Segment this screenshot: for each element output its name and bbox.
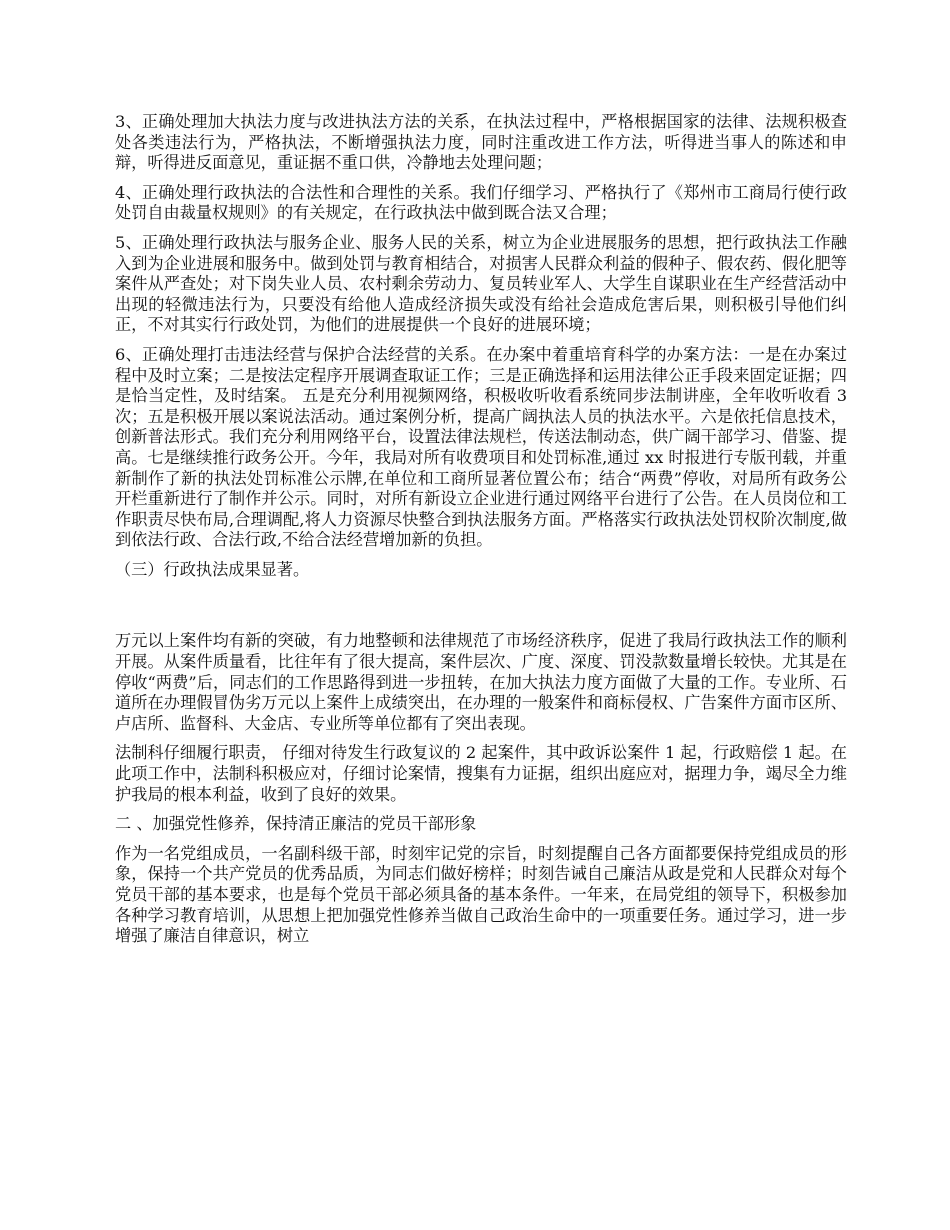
blank-gap [115, 589, 847, 631]
paragraph-item-5: 5、正确处理行政执法与服务企业、服务人民的关系，树立为企业进展服务的思想，把行政执法工作融入到为企业进展和服务中。做到处罚与教育相结合，对损害人民群众利益的假种子、假农药、假化肥等案件从严查处；对下岗失业人员、农村剩余劳动力、复员转业军人、大学生自谋职业在生产经营活动中出现的轻微违法行为，只要没有给他人造成经济损失或没有给社会造成危害后果，则积极引导他们纠正，不对其实行行政处罚，为他们的进展提供一个良好的进展环境； [115, 232, 847, 335]
document-body [115, 112, 847, 956]
paragraph-item-6: 6、正确处理打击违法经营与保护合法经营的关系。在办案中着重培育科学的办案方法：一是在办案过程中及时立案；二是按法定程序开展调查取证工作；三是正确选择和运用法律公正手段来固定证据；四是恰当定性，及时结案。 五是充分利用视频网络，积极收听收看系统同步法制讲座，全年收听收看 3 次；五是积极开展以案说法活动。通过案例分析，提高广阔执法人员的执法水平。六是依托信息技术，创新普法形式。我们充分利用网络平台，设置法律法规栏，传送法制动态，供广阔干部学习、借鉴、提高。七是继续推行政务公开。今年，我局对所有收费项目和处罚标准,通过 xx 时报进行专版刊载，并重新制作了新的执法处罚标准公示牌,在单位和工商所显著位置公布；结合“两费”停收，对局所有政务公开栏重新进行了制作并公示。同时，对所有新设立企业进行通过网络平台进行了公告。在人员岗位和工作职责尽快布局,合理调配,将人力资源尽快整合到执法服务方面。严格落实行政执法处罚权阶次制度,做到依法行政、合法行政,不给合法经营增加新的负担。 [115, 344, 847, 550]
paragraph-legal-section: 法制科仔细履行职责， 仔细对待发生行政复议的 2 起案件，其中政诉讼案件 1 起，行政赔偿 1 起。在此项工作中，法制科积极应对，仔细讨论案情，搜集有力证据，组织出庭应对，据理力争，竭尽全力维护我局的根本利益，收到了良好的效果。 [115, 743, 847, 804]
section-heading-party: 二 、加强党性修养，保持清正廉洁的党员干部形象 [115, 814, 477, 834]
paragraph-item-3: 3、正确处理加大执法力度与改进执法方法的关系，在执法过程中，严格根据国家的法律、法规积极查处各类违法行为，严格执法，不断增强执法力度，同时注重改进工作方法，听得进当事人的陈述和申辩，听得进反面意见，重证据不重口供，冷静地去处理问题； [115, 112, 847, 173]
paragraph-case-results: 万元以上案件均有新的突破，有力地整顿和法律规范了市场经济秩序，促进了我局行政执法工作的顺利开展。从案件质量看，比往年有了很大提高，案件层次、广度、深度、罚没款数量增长较快。尤其是在停收“两费”后，同志们的工作思路得到进一步扭转，在加大执法力度方面做了大量的工作。专业所、石道所在办理假冒伪劣万元以上案件上成绩突出，在办理的一般案件和商标侵权、广告案件方面市区所、卢店所、监督科、大金店、专业所等单位都有了突出表现。 [115, 631, 847, 733]
paragraph-party-member: 作为一名党组成员，一名副科级干部，时刻牢记党的宗旨，时刻提醒自己各方面都要保持党组成员的形象，保持一个共产党员的优秀品质，为同志们做好榜样；时刻告诫自己廉洁从政是党和人民群众对每个党员干部的基本要求，也是每个党员干部必须具备的基本条件。一年来，在局党组的领导下，积极参加各种学习教育培训，从思想上把加强党性修养当做自己政治生命中的一项重要任务。通过学习，进一步增强了廉洁自律意识，树立 [115, 843, 847, 946]
paragraph-item-4: 4、正确处理行政执法的合法性和合理性的关系。我们仔细学习、严格执行了《郑州市工商局行使行政处罚自由裁量权规则》的有关规定，在行政执法中做到既合法又合理； [115, 182, 847, 223]
subheading-results: （三）行政执法成果显著。 [115, 559, 310, 579]
